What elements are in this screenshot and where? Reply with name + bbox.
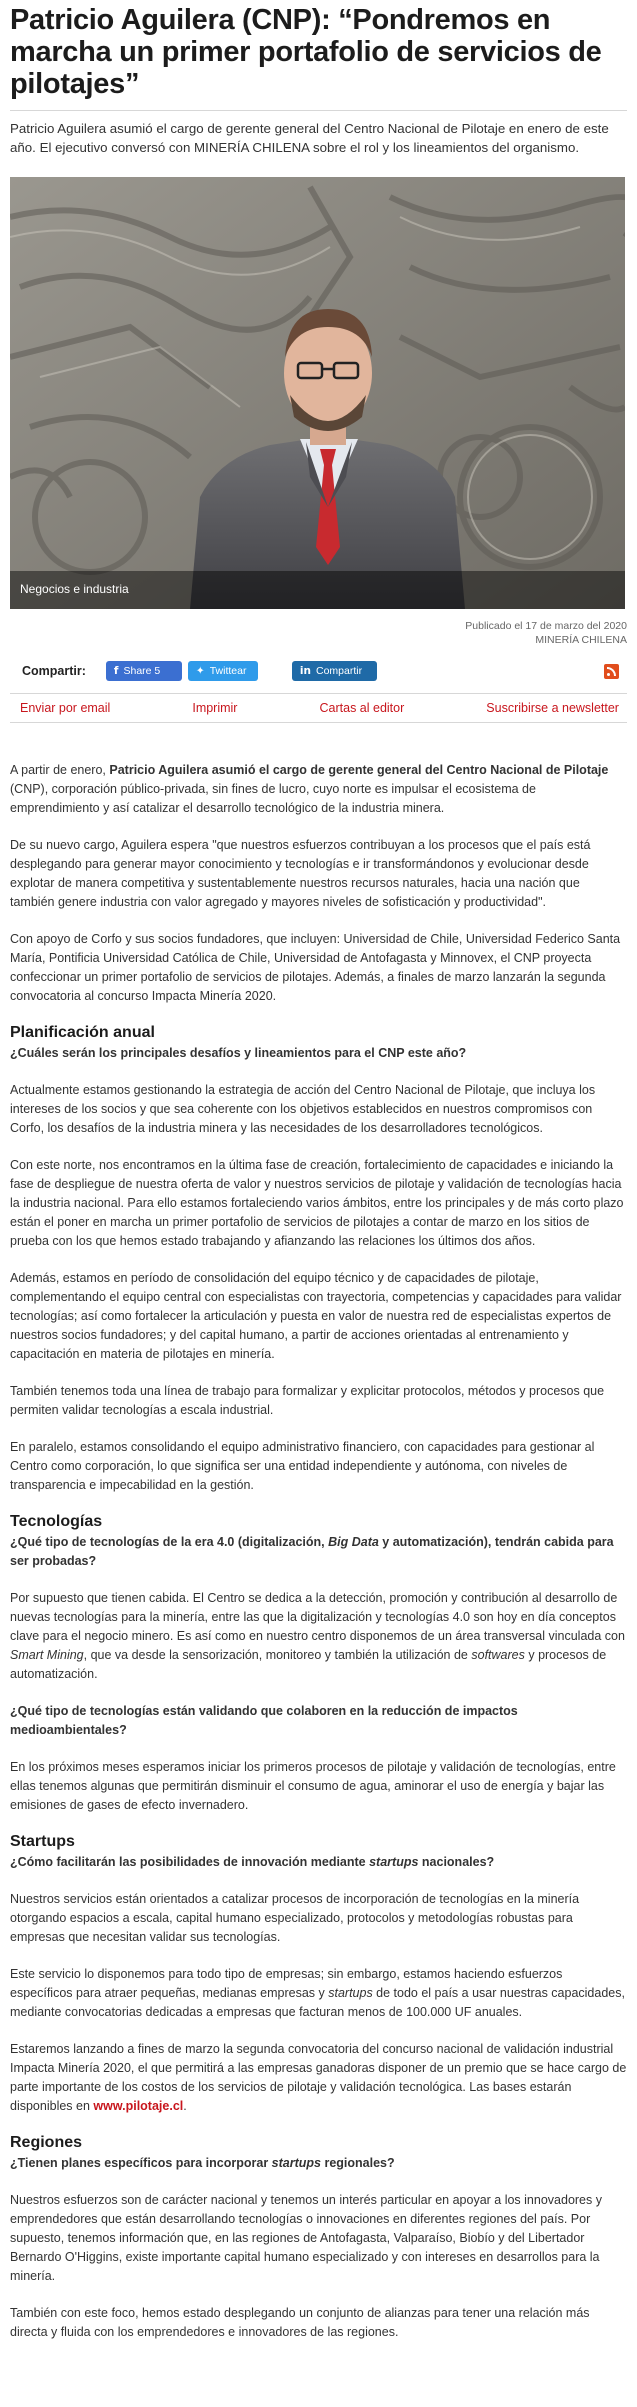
article-actions bbox=[10, 693, 627, 723]
share-label: Compartir: bbox=[22, 664, 86, 678]
section-heading: Planificación anual bbox=[10, 1024, 155, 1041]
linkedin-icon: in bbox=[299, 665, 311, 677]
letters-to-editor-link[interactable]: Cartas al editor bbox=[319, 701, 405, 715]
paragraph: A partir de enero, Patricio Aguilera asumió el cargo de gerente general del Centro Nacional de Pilotaje (CNP), corporación público-privada, sin fines de lucro, cuyo norte es impulsar el ecosistema de emprendimiento y así catalizar el desarrollo tecnológico de la industria minera. bbox=[10, 763, 609, 815]
newsletter-link[interactable]: Suscribirse a newsletter bbox=[486, 701, 619, 715]
share-bar bbox=[10, 659, 627, 683]
paragraph: Estaremos lanzando a fines de marzo la segunda convocatoria del concurso nacional de validación industrial Impacta Minería 2020, el que permitirá a las empresas ganadoras disponer de un premio que se hace cargo de parte importante de los costos de los servicios de pilotaje y validación tecnológica. Las bases estarán disponibles en www.pilotaje.cl. bbox=[10, 2042, 627, 2113]
paragraph: Con apoyo de Corfo y sus socios fundadores, que incluyen: Universidad de Chile, Universidad Federico Santa María, Pontificia Universidad Católica de Chile, Universidad de Antofagasta y Minnovex, el CNP proyecta confeccionar un primer portafolio de servicios de pilotajes. Además, a finales de marzo lanzarán la segunda convocatoria al concurso Impacta Minería 2020. bbox=[10, 932, 621, 1003]
portrait-photo bbox=[10, 177, 625, 609]
email-link[interactable]: Enviar por email bbox=[20, 701, 111, 715]
publication-info bbox=[10, 619, 627, 647]
facebook-share-button[interactable] bbox=[106, 661, 182, 681]
paragraph: También tenemos toda una línea de trabajo para formalizar y explicitar protocolos, métodos y procesos que permiten validar tecnologías a escala industrial. bbox=[10, 1384, 605, 1417]
interview-question: ¿Qué tipo de tecnologías de la era 4.0 (digitalización, Big Data y automatización), tendrán cabida para ser probadas? bbox=[10, 1535, 614, 1568]
paragraph: Actualmente estamos gestionando la estrategia de acción del Centro Nacional de Pilotaje, que incluya los intereses de los socios y que sea coherente con los objetivos establecidos en nuestros compromisos con Corfo, los desafíos de la industria minera y las necesidades de los desarrolladores tecnológicos. bbox=[10, 1083, 596, 1135]
paragraph: En paralelo, estamos consolidando el equipo administrativo financiero, con capacidades para gestionar al Centro como corporación, lo que significa ser una entidad independiente y autónoma, con niveles de transparencia e impecabilidad en la gestión. bbox=[10, 1440, 595, 1492]
article-body bbox=[10, 761, 627, 2342]
section-heading: Startups bbox=[10, 1833, 75, 1850]
paragraph: Por supuesto que tienen cabida. El Centro se dedica a la detección, promoción y contribución al desarrollo de nuevas tecnologías para la minería, entre las que la digitalización y tecnologías 4.0 son hoy en día conceptos clave para el negocio minero. Es así como en nuestro centro disponemos de un área transversal vinculada con Smart Mining, que va desde la sensorización, monitoreo y también la utilización de softwares y procesos de automatización. bbox=[10, 1591, 625, 1681]
facebook-share-label: Share 5 bbox=[123, 665, 161, 677]
section-heading: Regiones bbox=[10, 2134, 83, 2151]
print-link[interactable]: Imprimir bbox=[192, 701, 238, 715]
twitter-share-label: Twittear bbox=[209, 665, 247, 677]
twitter-icon: ✦ bbox=[195, 665, 205, 677]
interview-question: ¿Cuáles serán los principales desafíos y lineamientos para el CNP este año? bbox=[10, 1046, 467, 1060]
article-photo bbox=[10, 177, 625, 609]
section-heading: Tecnologías bbox=[10, 1513, 103, 1530]
linkedin-share-label: Compartir bbox=[315, 665, 363, 677]
publish-date: Publicado el 17 de marzo del 2020 bbox=[465, 620, 627, 632]
interview-question: ¿Qué tipo de tecnologías están validando que colaboren en la reducción de impactos medioambientales? bbox=[10, 1704, 518, 1737]
article-title: Patricio Aguilera (CNP): “Pondremos en marcha un primer portafolio de servicios de pilotajes” bbox=[10, 4, 602, 100]
photo-caption-bar bbox=[10, 571, 625, 609]
paragraph: De su nuevo cargo, Aguilera espera "que nuestros esfuerzos contribuyan a los procesos que el país está desplegando para generar mayor conocimiento y tecnologías e ir transformándonos y evolucionar desde explotar de manera competitiva y sustentablemente nuestros recursos naturales, hacia una nación que también genere industria con valor agregado y mayores niveles de sofisticación y productividad". bbox=[10, 838, 591, 909]
interview-question: ¿Tienen planes específicos para incorporar startups regionales? bbox=[10, 2156, 395, 2170]
paragraph: Con este norte, nos encontramos en la última fase de creación, fortalecimiento de capacidades e iniciando la fase de despliegue de nuestra oferta de valor y nuestros servicios de pilotaje y validación de tecnologías hacia la industria nacional. Para ello estamos fortaleciendo varios ámbitos, entre los principales y de más corto plazo están el poner en marcha un primer portafolio de servicios de pilotajes a contar de marzo en los sitios de prueba con los que hemos estado trabajando y afianzando las relaciones los últimos dos años. bbox=[10, 1158, 624, 1248]
pilotaje-link[interactable]: www.pilotaje.cl bbox=[93, 2099, 184, 2113]
publication-source: MINERÍA CHILENA bbox=[535, 634, 627, 646]
twitter-share-button[interactable] bbox=[188, 661, 258, 681]
article bbox=[10, 0, 627, 2342]
paragraph: Este servicio lo disponemos para todo tipo de empresas; sin embargo, estamos haciendo esfuerzos específicos para atraer pequeñas, medianas empresas y startups de todo el país a usar nuestras capacidades, mediante convocatorias dedicadas a empresas que facturan menos de 100.000 UF anuales. bbox=[10, 1967, 625, 2019]
paragraph: En los próximos meses esperamos iniciar los primeros procesos de pilotaje y validación de tecnologías, entre ellas tenemos algunas que permitirán disminuir el consumo de agua, aminorar el uso de energía y bajar las emisiones de gases de efecto invernadero. bbox=[10, 1760, 616, 1812]
divider bbox=[10, 110, 627, 111]
facebook-icon: f bbox=[113, 665, 119, 677]
interview-question: ¿Cómo facilitarán las posibilidades de innovación mediante startups nacionales? bbox=[10, 1855, 495, 1869]
paragraph: Nuestros servicios están orientados a catalizar procesos de incorporación de tecnologías en la minería otorgando espacios a escala, capital humano especializado, protocolos y metodologías robustas para empresas que necesitan validar sus tecnologías. bbox=[10, 1892, 580, 1944]
paragraph: Además, estamos en período de consolidación del equipo técnico y de capacidades de pilotaje, complementando el equipo central con especialistas con trayectoria, competencias y capacidades para validar tecnologías; así como fortalecer la articulación y puesta en valor de nuestra red de especialistas expertos de nuestros socios fundadores; y del capital humano, a partir de acciones orientadas al entrenamiento y capacitación en materia de pilotajes en minería. bbox=[10, 1271, 622, 1361]
paragraph: También con este foco, hemos estado desplegando un conjunto de alianzas para tener una relación más directa y fluida con los emprendedores e innovadores de las regiones. bbox=[10, 2306, 590, 2339]
rss-icon[interactable] bbox=[604, 664, 619, 679]
linkedin-share-button[interactable] bbox=[292, 661, 377, 681]
article-lead: Patricio Aguilera asumió el cargo de gerente general del Centro Nacional de Pilotaje en enero de este año. El ejecutivo conversó con MINERÍA CHILENA sobre el rol y los lineamientos del organismo. bbox=[10, 121, 609, 155]
paragraph: Nuestros esfuerzos son de carácter nacional y tenemos un interés particular en apoyar a los innovadores y emprendedores que están desarrollando tecnologías o innovaciones en diferentes regiones del país. Por supuesto, tenemos información que, en las regiones de Antofagasta, Valparaíso, Biobío y del Libertador Bernardo O'Higgins, existe importante capital humano especializado y con intereses en desarrollos para la minería. bbox=[10, 2193, 602, 2283]
photo-caption: Negocios e industria bbox=[20, 582, 129, 596]
